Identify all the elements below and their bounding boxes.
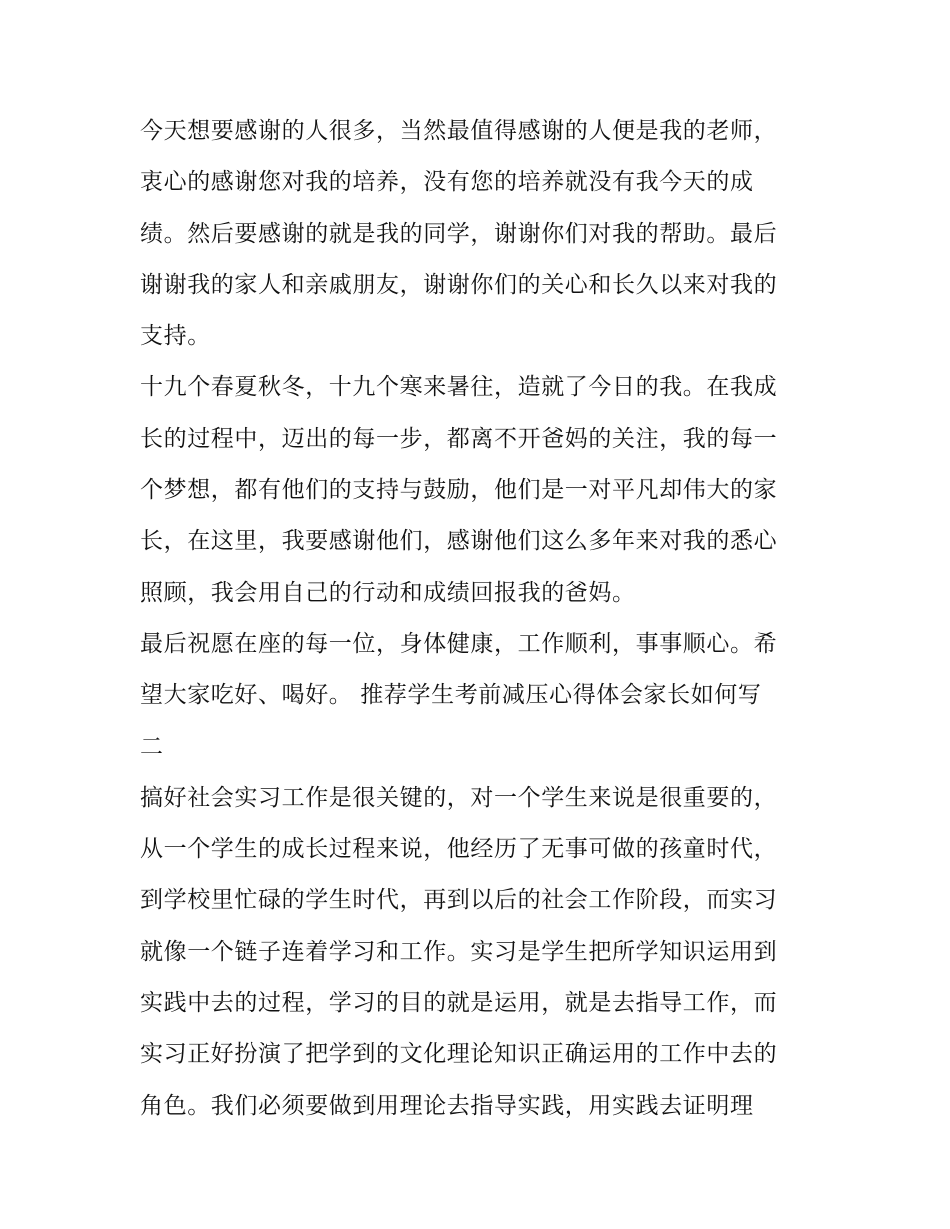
text-line: 从一个学生的成长过程来说，他经历了无事可做的孩童时代， [140,836,778,863]
text-line: 长的过程中，迈出的每一步，都离不开爸妈的关注，我的每一 [140,425,778,452]
text-line: 支持。 [140,323,211,350]
text-line: 实践中去的过程，学习的目的就是运用，就是去指导工作，而 [140,990,778,1017]
text-line: 今天想要感谢的人很多，当然最值得感谢的人便是我的老师， [140,118,778,144]
text-line: 长，在这里，我要感谢他们，感谢他们这么多年来对我的悉心 [140,528,778,555]
text-line: 角色。我们必须要做到用理论去指导实践，用实践去证明理 [140,1092,754,1119]
text-line: 实习正好扮演了把学到的文化理论知识正确运用的工作中去的 [140,1041,778,1068]
text-line: 到学校里忙碌的学生时代，再到以后的社会工作阶段，而实习 [140,887,778,914]
text-line: 绩。然后要感谢的就是我的同学，谢谢你们对我的帮助。最后 [140,220,778,247]
text-line: 谢谢我的家人和亲戚朋友，谢谢你们的关心和长久以来对我的 [140,271,778,298]
text-line: 二 [140,733,164,760]
document-body [140,106,820,1132]
text-line: 个梦想，都有他们的支持与鼓励，他们是一对平凡却伟大的家 [140,477,778,504]
text-line: 十九个春夏秋冬，十九个寒来暑往，造就了今日的我。在我成 [140,374,778,401]
text-line: 望大家吃好、喝好。 推荐学生考前减压心得体会家长如何写 [140,682,762,709]
text-line: 就像一个链子连着学习和工作。实习是学生把所学知识运用到 [140,938,778,965]
text-line: 衷心的感谢您对我的培养，没有您的培养就没有我今天的成 [140,169,754,196]
text-line: 搞好社会实习工作是很关键的，对一个学生来说是很重要的， [140,784,778,811]
text-line: 最后祝愿在座的每一位，身体健康，工作顺利，事事顺心。希 [140,630,778,657]
text-line: 照顾，我会用自己的行动和成绩回报我的爸妈。 [140,579,636,606]
